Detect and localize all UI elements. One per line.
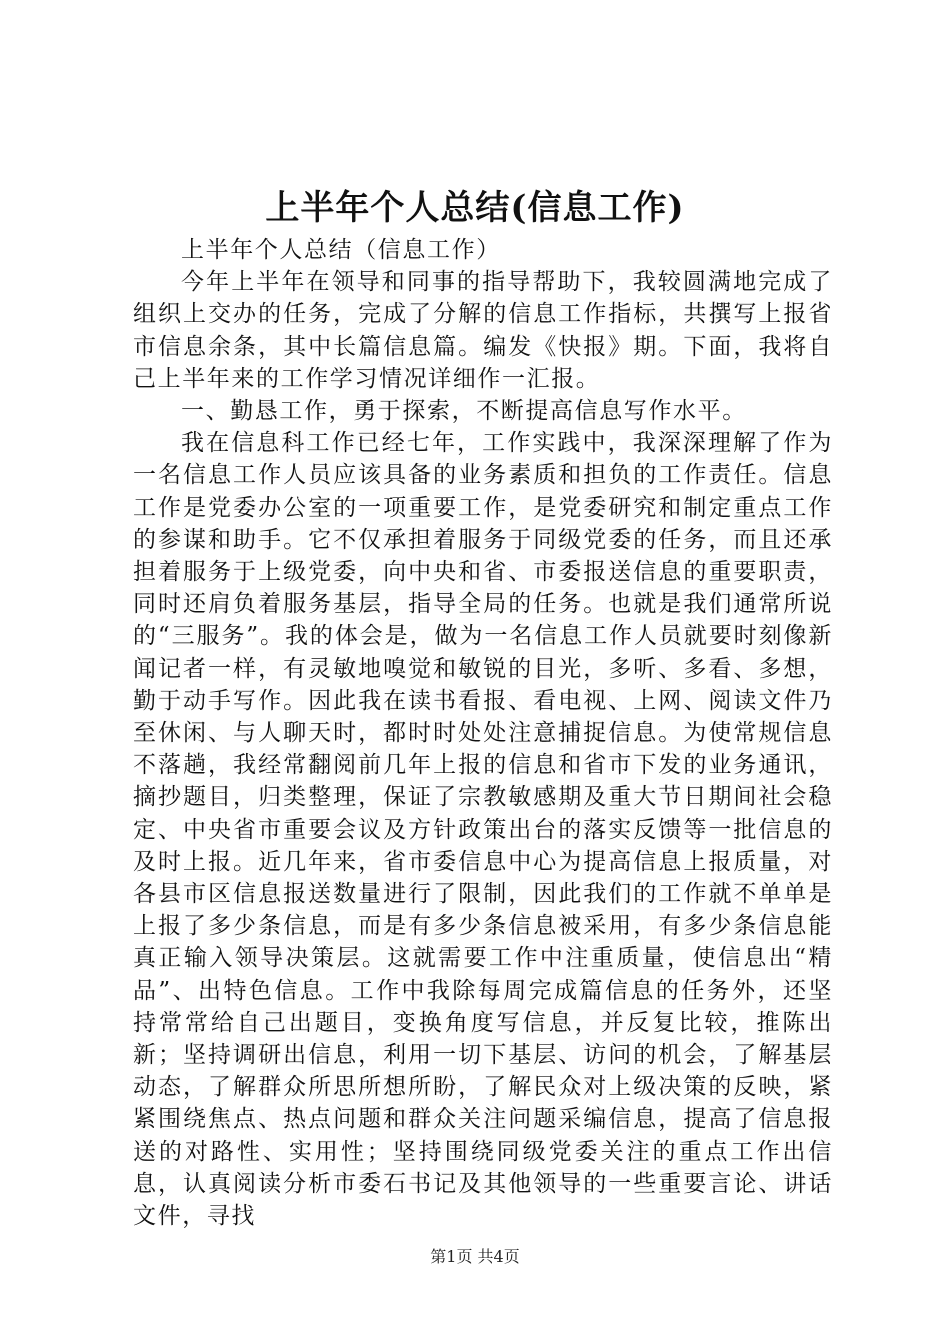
page-title: 上半年个人总结(信息工作) <box>265 188 685 228</box>
section-heading: 一、勤恳工作，勇于探索，不断提高信息写作水平。 <box>181 398 747 425</box>
page-footer: 第1页 共4页 <box>430 1247 520 1266</box>
paragraph-body: 我在信息科工作已经七年，工作实践中，我深深理解了作为一名信息工作人员应该具备的业务素质和担负的工作责任。信息工作是党委办公室的一项重要工作，是党委研究和制定重点工作的参谋和助手。它不仅承担着服务于同级党委的任务，而且还承担着服务于上级党委，向中央和省、市委报送信息的重要职责，同时还肩负着服务基层，指导全局的任务。也就是我们通常所说的“三服务”。我的体会是，做为一名信息工作人员就要时刻像新闻记者一样，有灵敏地嗅觉和敏锐的目光，多听、多看、多想，勤于动手写作。因此我在读书看报、看电视、上网、阅读文件乃至休闲、与人聊天时，都时时处处注意捕捉信息。为使常规信息不落趟，我经常翻阅前几年上报的信息和省市下发的业务通讯，摘抄题目，归类整理，保证了宗教敏感期及重大节日期间社会稳定、中央省市重要会议及方针政策出台的落实反馈等一批信息的及时上报。近几年来，省市委信息中心为提高信息上报质量，对各县市区信息报送数量进行了限制，因此我们的工作就不单单是上报了多少条信息，而是有多少条信息被采用，有多少条信息能真正输入领导决策层。这就需要工作中注重质量，使信息出“精品”、出特色信息。工作中我除每周完成篇信息的任务外，还坚持常常给自己出题目，变换角度写信息，并反复比较，推陈出新；坚持调研出信息，利用一切下基层、访问的机会，了解基层动态，了解群众所思所想所盼，了解民众对上级决策的反映，紧紧围绕焦点、热点问题和群众关注问题采编信息，提高了信息报送的对路性、实用性；坚持围绕同级党委关注的重点工作出信息，认真阅读分析市委石书记及其他领导的一些重要言论、讲话文件，寻找 <box>133 430 833 1230</box>
paragraph-subtitle: 上半年个人总结（信息工作） <box>181 237 501 263</box>
document-body <box>133 234 833 1232</box>
paragraph-intro: 今年上半年在领导和同事的指导帮助下，我较圆满地完成了组织上交办的任务，完成了分解的信息工作指标，共撰写上报省市信息余条，其中长篇信息篇。编发《快报》期。下面，我将自己上半年来的工作学习情况详细作一汇报。 <box>133 269 833 392</box>
